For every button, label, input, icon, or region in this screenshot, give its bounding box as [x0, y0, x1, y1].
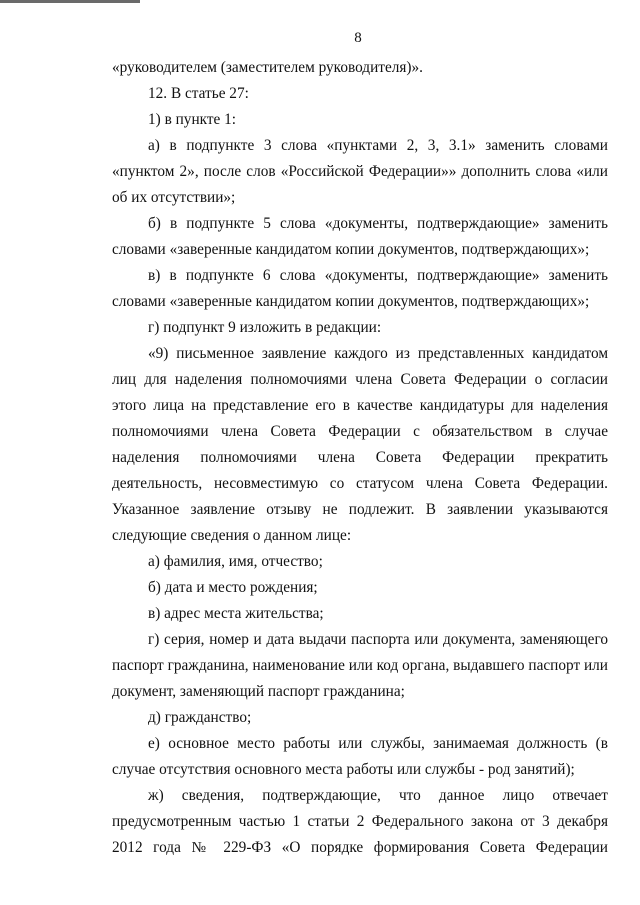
paragraph-12: г) серия, номер и дата выдачи паспорта или документа, заменяющего паспорт гражданина, наименование или код органа, выдавшего паспорт или документ, заменяющий паспорт гражданина; — [112, 631, 608, 700]
paragraph-4: а) в подпункте 3 слова «пунктами 2, 3, 3.1» заменить словами «пунктом 2», после слов «Российской Федерации»» дополнить слова «или об их отсутствии»; — [112, 137, 608, 206]
paragraph-13: д) гражданство; — [148, 709, 252, 726]
paragraph-14: е) основное место работы или службы, занимаемая должность (в случае отсутствия основного места работы или службы - род занятий); — [112, 735, 608, 778]
paragraph-6: в) в подпункте 6 слова «документы, подтверждающие» заменить словами «заверенные кандидатом копии документов, подтверждающих»; — [112, 267, 608, 310]
paragraph-7: г) подпункт 9 изложить в редакции: — [148, 319, 382, 336]
paragraph-9: а) фамилия, имя, отчество; — [148, 553, 323, 570]
paragraph-5: б) в подпункте 5 слова «документы, подтверждающие» заменить словами «заверенные кандидатом копии документов, подтверждающих»; — [112, 215, 608, 258]
paragraph-15: ж) сведения, подтверждающие, что данное лицо отвечает предусмотренным частью 1 статьи 2 Федерального закона от 3 декабря 2012 года № 229-ФЗ «О порядке формирования Совета Федерации — [112, 787, 608, 856]
page-number: 8 — [354, 30, 362, 46]
paragraph-1: «руководителем (заместителем руководителя)». — [112, 59, 423, 76]
paragraph-11: в) адрес места жительства; — [148, 605, 324, 622]
paragraph-8: «9) письменное заявление каждого из представленных кандидатом лиц для наделения полномочиями члена Совета Федерации о согласии этого лица на представление его в качестве кандидатуры для наделения полномочиями члена Совета Федерации с обязательством в случае наделения полномочиями члена Совета Федерации прекратить деятельность, несовместимую со статусом члена Совета Федерации. Указанное заявление отзыву не подлежит. В заявлении указываются следующие сведения о данном лице: — [112, 345, 608, 544]
paragraph-3: 1) в пункте 1: — [148, 111, 237, 128]
paragraph-10: б) дата и место рождения; — [148, 579, 318, 596]
top-edge-rule — [0, 0, 140, 3]
paragraph-2: 12. В статье 27: — [148, 85, 249, 102]
document-body — [112, 55, 608, 861]
